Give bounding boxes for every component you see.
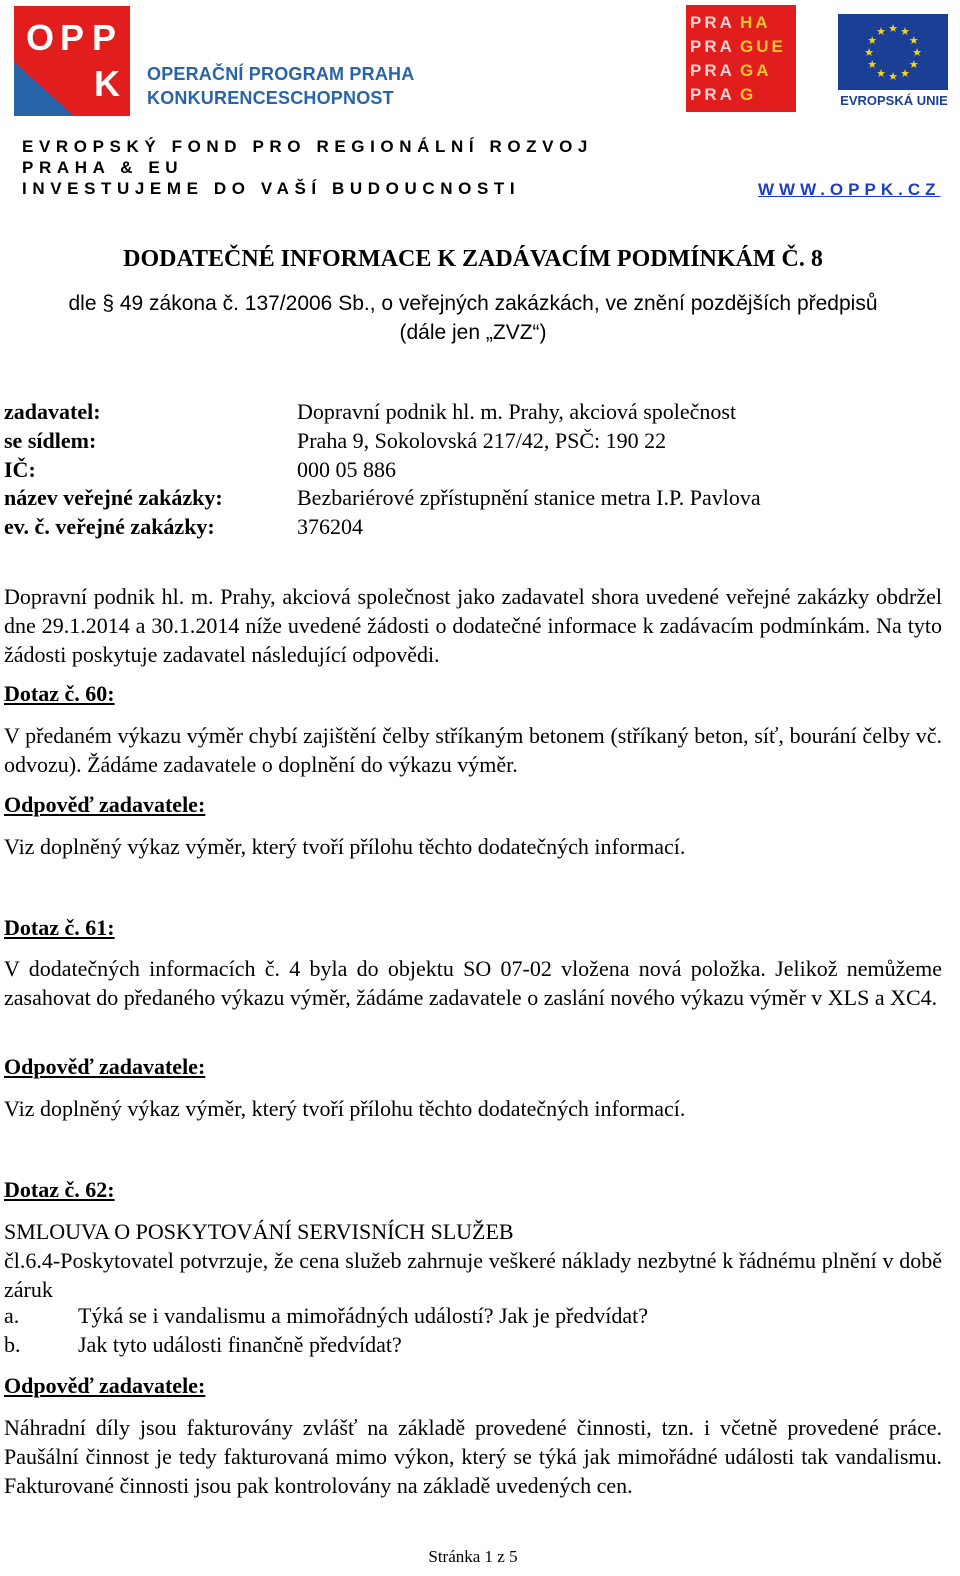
oppk-letter: K (94, 63, 120, 104)
info-value: Praha 9, Sokolovská 217/42, PSČ: 190 22 (297, 428, 667, 453)
oppk-program-name: OPERAČNÍ PROGRAM PRAHA KONKURENCESCHOPNOST (147, 64, 415, 108)
list-item: Týká se i vandalismu a mimořádných událostí? Jak je předvídat? (78, 1303, 649, 1328)
svg-text:★: ★ (867, 35, 878, 47)
document-title: DODATEČNÉ INFORMACE K ZADÁVACÍM PODMÍNKÁM Č. 8 (123, 246, 823, 272)
question-heading: Dotaz č. 60: (4, 681, 115, 706)
answer-heading: Odpověď zadavatele: (4, 1373, 206, 1398)
answer-heading: Odpověď zadavatele: (4, 1054, 206, 1079)
svg-text:★: ★ (876, 26, 886, 39)
list-item-label: a. (4, 1303, 20, 1328)
answer-text: Viz doplněný výkaz výměr, který tvoří přílohu těchto dodatečných informací. (4, 1096, 686, 1121)
question-text: čl.6.4-Poskytovatel potvrzuje, že cena služeb zahrnuje veškeré náklady nezbytné k řádnému plnění v době záruk (4, 1248, 942, 1302)
svg-text:★: ★ (888, 23, 898, 35)
svg-text:★: ★ (908, 59, 919, 71)
svg-text:★: ★ (908, 35, 919, 47)
svg-text:★: ★ (876, 67, 886, 80)
info-value: 376204 (297, 514, 363, 539)
question-text: V dodatečných informacích č. 4 byla do objektu SO 07-02 vložena nová položka. Jelikož nemůžeme zasahovat do předaného výkazu výměr, žádáme zadavatele o zaslání nového výkazu výměr v XLS a XC4. (4, 956, 942, 1010)
svg-text:★: ★ (867, 59, 878, 71)
question-text: SMLOUVA O POSKYTOVÁNÍ SERVISNÍCH SLUŽEB (4, 1219, 514, 1244)
list-item-label: b. (4, 1332, 21, 1357)
answer-heading: Odpověď zadavatele: (4, 792, 206, 817)
svg-text:★: ★ (900, 26, 910, 39)
info-value: Dopravní podnik hl. m. Prahy, akciová společnost (297, 399, 737, 424)
question-text: V předaném výkazu výměr chybí zajištění čelby stříkaným betonem (stříkaný beton, síť, bourání čelby vč. odvozu). Žádáme zadavatele o doplnění do výkazu výměr. (4, 723, 942, 777)
svg-text:★: ★ (912, 47, 922, 59)
svg-text:★: ★ (864, 47, 874, 59)
info-value: Bezbariérové zpřístupnění stanice metra I.P. Pavlova (297, 485, 761, 510)
question-heading: Dotaz č. 61: (4, 915, 115, 940)
website-link[interactable]: WWW.OPPK.CZ (758, 180, 941, 199)
info-key: název veřejné zakázky: (4, 485, 223, 510)
eu-flag-icon (838, 14, 948, 90)
info-value: 000 05 886 (297, 457, 396, 482)
header-line-1: EVROPSKÝ FOND PRO REGIONÁLNÍ ROZVOJ (22, 137, 593, 156)
intro-paragraph: Dopravní podnik hl. m. Prahy, akciová společnost jako zadavatel shora uvedené veřejné zakázky obdržel dne 29.1.2014 a 30.1.2014 níže uvedené žádosti o dodatečné informace k zadávacím podmínkám. Na tyto žádosti poskytuje zadavatel následující odpovědi. (4, 584, 942, 667)
svg-text:★: ★ (900, 67, 910, 80)
answer-text: Viz doplněný výkaz výměr, který tvoří přílohu těchto dodatečných informací. (4, 834, 686, 859)
svg-text:★: ★ (888, 71, 898, 83)
answer-text: Náhradní díly jsou fakturovány zvlášť na základě provedené činnosti, tzn. i včetně provedené práce. Paušální činnost je tedy fakturovaná mimo výkon, který se týká jak mimořádné události tak vandalismu. Fakturované činnosti jsou pak kontrolovány na základě uvedených cen. (4, 1415, 942, 1498)
oppk-logo (14, 6, 130, 116)
oppk-letter: O (26, 17, 55, 58)
header-line-3: INVESTUJEME DO VAŠÍ BUDOUCNOSTI (22, 179, 521, 198)
info-key: ev. č. veřejné zakázky: (4, 514, 215, 539)
oppk-letter: P (60, 17, 85, 58)
info-key: IČ: (4, 457, 36, 482)
info-key: zadavatel: (4, 399, 101, 424)
eu-label: EVROPSKÁ UNIE (840, 93, 948, 108)
info-key: se sídlem: (4, 428, 97, 453)
list-item: Jak tyto události finančně předvídat? (78, 1332, 402, 1357)
oppk-letter: P (92, 17, 117, 58)
praha-logo: PRA HA PRA GUE PRA GA PRA G (686, 5, 796, 112)
page-number: Stránka 1 z 5 (428, 1547, 518, 1566)
document-subtitle: dle § 49 zákona č. 137/2006 Sb., o veřejných zakázkách, ve znění pozdějších předpisů (dále jen „ZVZ“) (68, 292, 878, 344)
question-heading: Dotaz č. 62: (4, 1177, 115, 1202)
header-line-2: PRAHA & EU (22, 158, 184, 177)
